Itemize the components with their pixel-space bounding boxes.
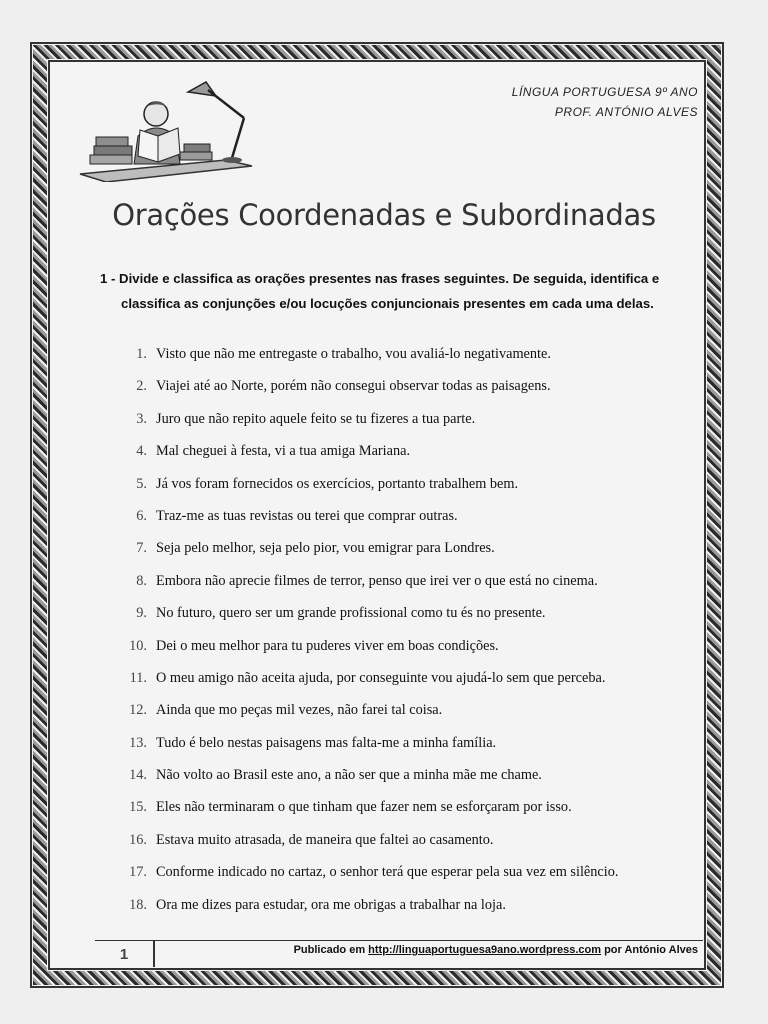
item-number: 6. (136, 507, 147, 524)
item-number: 14. (129, 767, 147, 784)
item-text: Mal cheguei à festa, vi a tua amiga Mariana. (156, 443, 411, 460)
item-text: Não volto ao Brasil este ano, a não ser que a minha mãe me chame. (156, 767, 542, 784)
item-text: Visto que não me entregaste o trabalho, vou avaliá-lo negativamente. (156, 346, 551, 362)
footer-credit (294, 944, 698, 956)
item-number: 11. (129, 669, 147, 686)
item-number: 9. (136, 605, 147, 622)
list-item (112, 832, 712, 864)
list-item (112, 767, 712, 799)
item-text: Dei o meu melhor para tu puderes viver em boas condições. (156, 637, 499, 654)
item-number: 10. (129, 637, 147, 654)
item-text: Conforme indicado no cartaz, o senhor terá que esperar pela sua vez em silêncio. (156, 864, 619, 881)
item-text: O meu amigo não aceita ajuda, por conseguinte vou ajudá-lo sem que perceba. (156, 669, 606, 686)
footer-divider (95, 940, 703, 941)
page-title: Orações Coordenadas e Subordinadas (112, 198, 656, 232)
list-item (112, 799, 712, 831)
footer-link[interactable]: http://linguaportuguesa9ano.wordpress.com (368, 944, 602, 956)
list-item (112, 670, 712, 702)
list-item (112, 378, 712, 410)
list-item (112, 702, 712, 734)
item-text: Ora me dizes para estudar, ora me obrigas a trabalhar na loja. (156, 896, 506, 913)
list-item (112, 605, 712, 637)
item-number: 2. (136, 378, 147, 395)
item-text: Juro que não repito aquele feito se tu fizeres a tua parte. (156, 410, 476, 427)
item-number: 13. (129, 734, 147, 751)
list-item (112, 735, 712, 767)
list-item (112, 864, 712, 896)
item-number: 17. (129, 864, 147, 881)
footer-prefix: Publicado em (293, 944, 369, 956)
list-item (112, 638, 712, 670)
item-number: 1. (136, 346, 147, 362)
item-text: Embora não aprecie filmes de terror, penso que irei ver o que está no cinema. (156, 572, 598, 589)
exercise-instruction (100, 266, 680, 316)
item-number: 5. (136, 475, 147, 492)
item-text: Estava muito atrasada, de maneira que faltei ao casamento. (156, 831, 494, 848)
list-item (112, 346, 712, 378)
page-number: 1 (95, 941, 155, 967)
header-teacher: PROF. ANTÓNIO ALVES (554, 105, 698, 119)
instruction-line-1: 1 - Divide e classifica as orações presentes nas frases seguintes. De seguida, identifica e (100, 271, 660, 286)
header-subject: LÍNGUA PORTUGUESA 9º ANO (511, 85, 698, 99)
item-text: Já vos foram fornecidos os exercícios, portanto trabalhem bem. (156, 475, 519, 492)
footer-suffix: por António Alves (601, 944, 698, 956)
item-number: 12. (129, 702, 147, 719)
item-number: 7. (136, 540, 147, 557)
list-item (112, 443, 712, 475)
item-text: Eles não terminaram o que tinham que fazer nem se esforçaram por isso. (156, 799, 572, 816)
item-number: 16. (129, 831, 147, 848)
item-number: 8. (136, 572, 147, 589)
item-text: Traz-me as tuas revistas ou terei que comprar outras. (156, 507, 458, 524)
item-number: 18. (129, 896, 147, 913)
item-text: Tudo é belo nestas paisagens mas falta-me a minha família. (156, 734, 497, 751)
item-number: 3. (136, 410, 147, 427)
item-text: No futuro, quero ser um grande profissional como tu és no presente. (156, 605, 546, 622)
item-number: 15. (129, 799, 147, 816)
list-item (112, 476, 712, 508)
item-text: Viajei até ao Norte, porém não consegui observar todas as paisagens. (156, 378, 551, 395)
list-item (112, 573, 712, 605)
item-text: Seja pelo melhor, seja pelo pior, vou emigrar para Londres. (156, 540, 495, 557)
student-reading-illustration (76, 78, 256, 182)
list-item (112, 508, 712, 540)
item-number: 4. (136, 443, 147, 460)
item-text: Ainda que mo peças mil vezes, não farei tal coisa. (156, 702, 443, 719)
list-item (112, 411, 712, 443)
list-item (112, 540, 712, 572)
instruction-line-2: classifica as conjunções e/ou locuções conjuncionais presentes em cada uma delas. (121, 296, 654, 311)
sentence-list (112, 346, 712, 929)
list-item (112, 897, 712, 929)
document-header (512, 82, 698, 122)
